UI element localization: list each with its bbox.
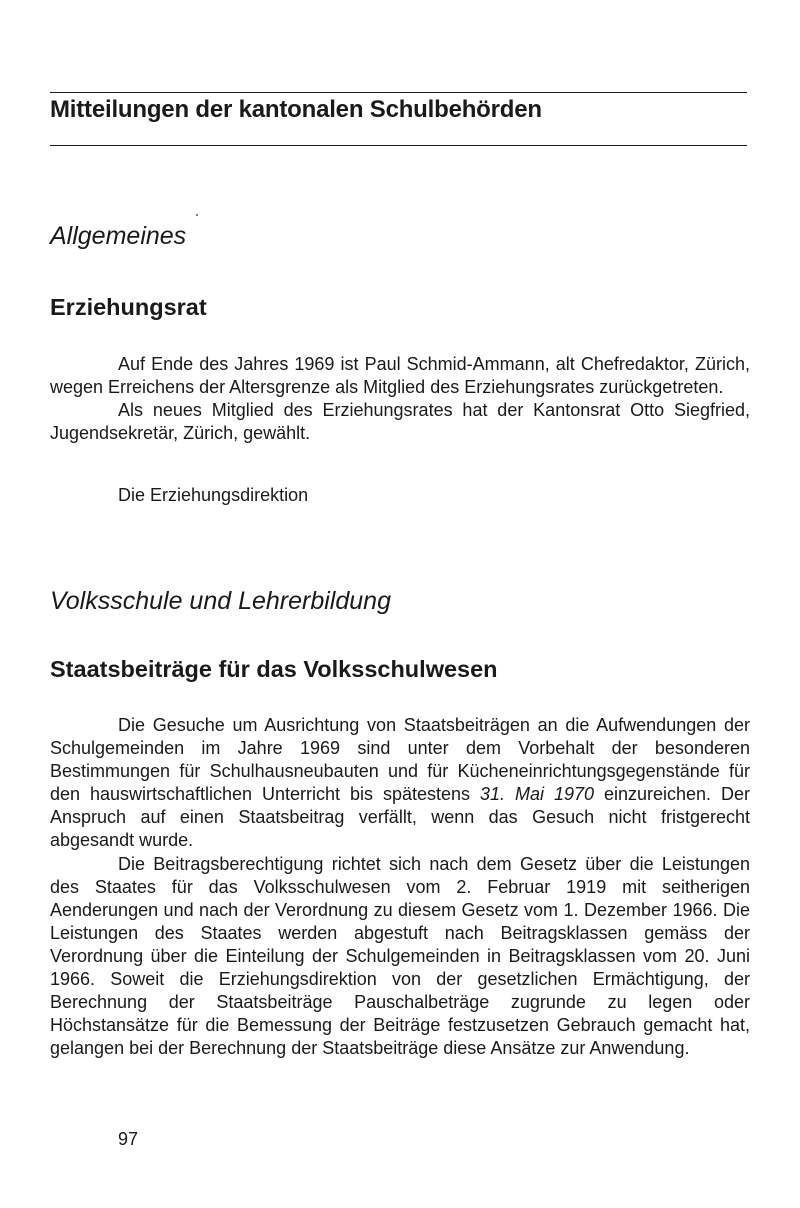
deadline-date: 31. Mai 1970 [480, 784, 595, 805]
page-title: Mitteilungen der kantonalen Schulbehörden [50, 96, 542, 123]
subheading-erziehungsrat: Erziehungsrat [50, 294, 207, 320]
paragraph: Auf Ende des Jahres 1969 ist Paul Schmid-Ammann, alt Chefredaktor, Zürich, wegen Erreichens der Altersgrenze als Mitglied des Erziehungsrates zurückgetreten. [50, 354, 750, 398]
page-number: 97 [118, 1129, 139, 1149]
staatsbeitraege-body [50, 714, 750, 1060]
paragraph [50, 714, 750, 853]
section-title-volksschule: Volksschule und Lehrerbildung [50, 587, 391, 615]
paragraph-text: Die Gesuche um Ausrichtung von Staatsbeiträgen an die Aufwendungen der Schulgemeinden im Jahre 1969 sind unter dem Vorbehalt der besonderen Bestimmungen für Schulhausneubauten und für Kücheneinrichtungsgegenstände für den hauswirtschaftlichen Unterricht bis spätestens [50, 715, 750, 805]
scan-speck [196, 214, 198, 216]
paragraph-text: einzureichen. Der Anspruch auf einen Staatsbeitrag verfällt, wenn das Gesuch nicht fristgerecht abgesandt wurde. [50, 784, 751, 851]
section-title-allgemeines: Allgemeines [50, 222, 187, 250]
erziehungsrat-body [50, 353, 750, 445]
header-bottom-rule [50, 145, 747, 146]
signature: Die Erziehungsdirektion [118, 485, 309, 505]
paragraph: Als neues Mitglied des Erziehungsrates hat der Kantonsrat Otto Siegfried, Jugendsekretär, Zürich, gewählt. [50, 400, 750, 444]
header-top-rule [50, 92, 747, 93]
subheading-staatsbeitraege: Staatsbeiträge für das Volksschulwesen [50, 656, 498, 682]
paragraph: Die Beitragsberechtigung richtet sich nach dem Gesetz über die Leistungen des Staates für das Volksschulwesen vom 2. Februar 1919 mit seitherigen Aenderungen und nach der Verordnung zu diesem Gesetz vom 1. Dezember 1966. Die Leistungen des Staates werden abgestuft nach Beitragsklassen gemäss der Verordnung über die Einteilung der Schulgemeinden in Beitragsklassen vom 20. Juni 1966. Soweit die Erziehungsdirektion von der gesetzlichen Ermächtigung, der Berechnung der Staatsbeiträge Pauschalbeträge zugrunde zu legen oder Höchstansätze für die Bemessung der Beiträge festzusetzen Gebrauch gemacht hat, gelangen bei der Berechnung der Staatsbeiträge diese Ansätze zur Anwendung. [50, 853, 750, 1059]
